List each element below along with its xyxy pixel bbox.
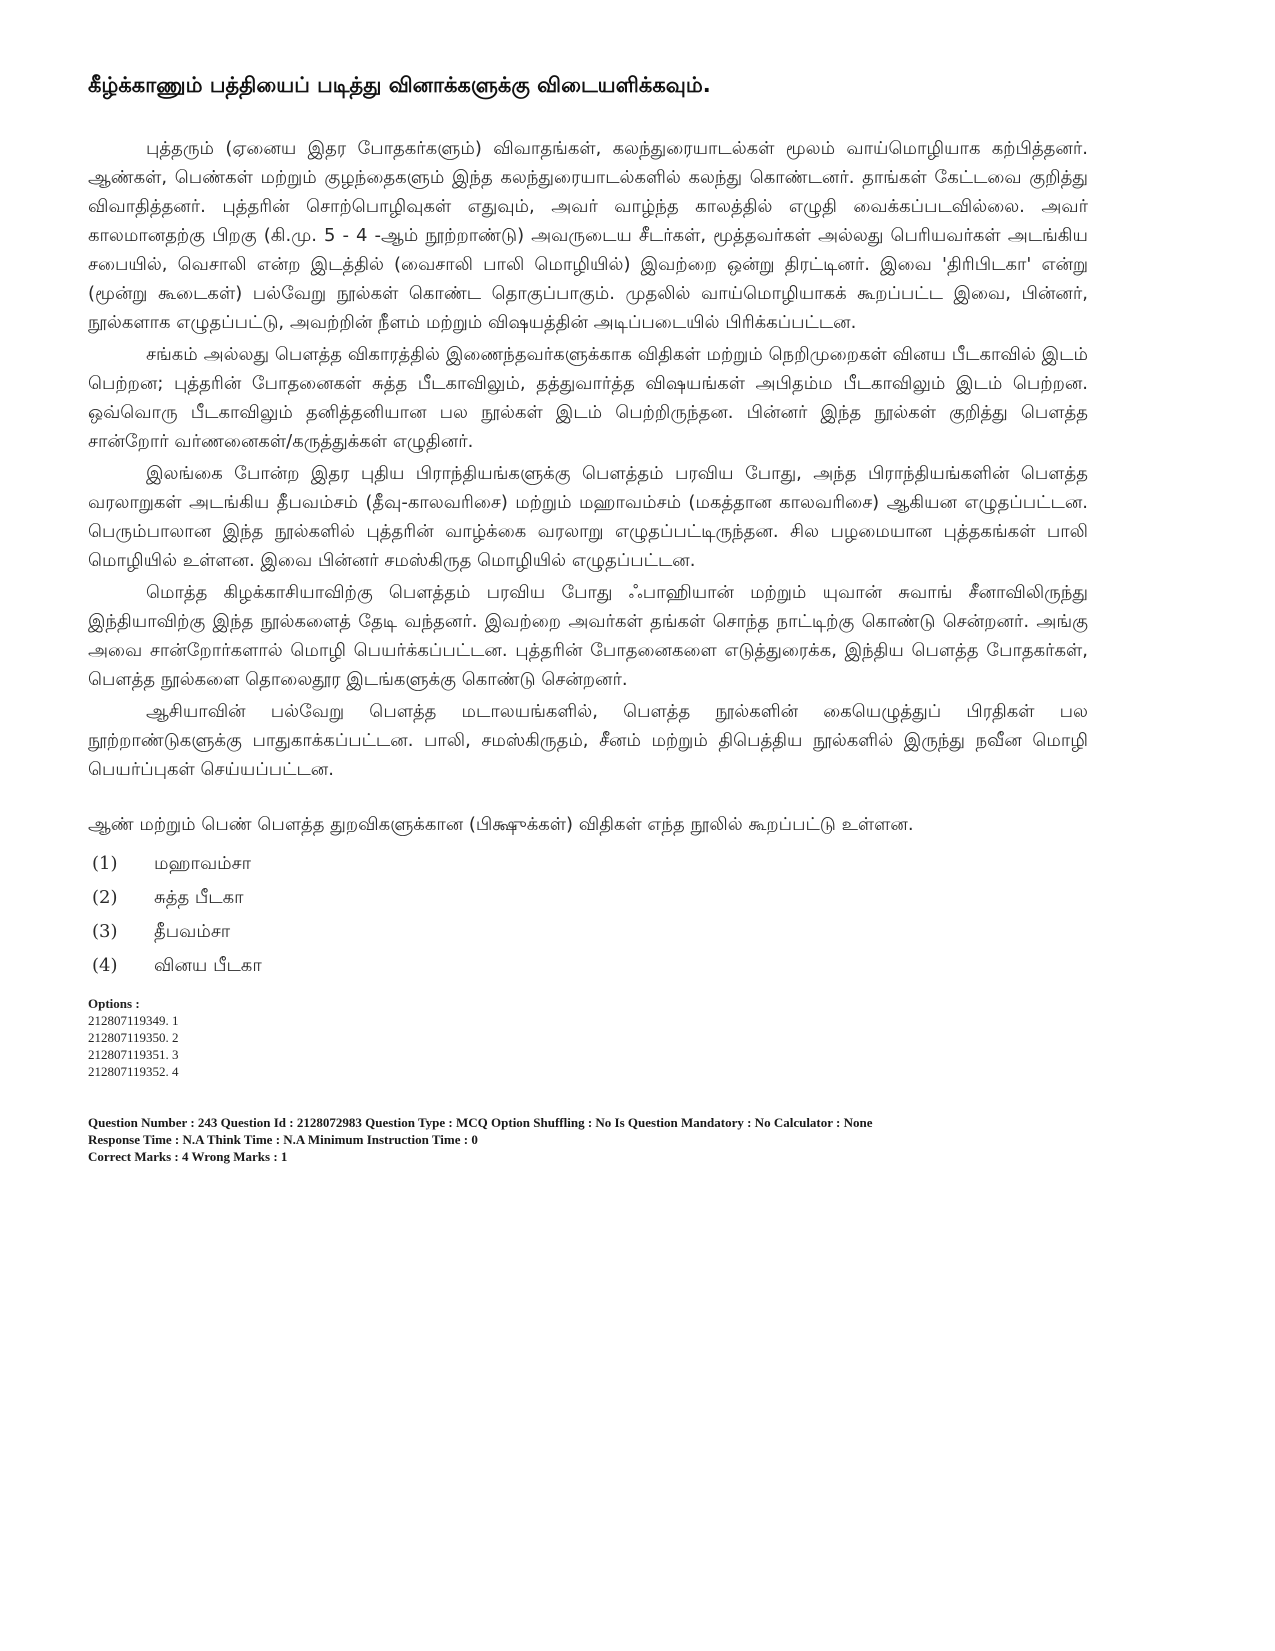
passage-paragraph: புத்தரும் (ஏனைய இதர போதகர்களும்) விவாதங்கள், கலந்துரையாடல்கள் மூலம் வாய்மொழியாக கற்பித்தனர். ஆண்கள், பெண்கள் மற்றும் குழந்தைகளும் இந்த கலந்துரையாடல்களில் கலந்து கொண்டனர். தாங்கள் கேட்டவை குறித்து விவாதித்தனர். புத்தரின் சொற்பொழிவுகள் எதுவும், அவர் வாழ்ந்த காலத்தில் எழுதி வைக்கப்படவில்லை. அவர் காலமானதற்கு பிறகு (கி.மு. 5 - 4 -ஆம் நூற்றாண்டு) அவருடைய சீடர்கள், மூத்தவர்கள் அல்லது பெரியவர்கள் அடங்கிய சபையில், வெசாலி என்ற இடத்தில் (வைசாலி பாலி மொழியில்) இவற்றை ஒன்று திரட்டினர். இவை 'திரிபிடகா' என்று (மூன்று கூடைகள்) பல்வேறு நூல்கள் கொண்ட தொகுப்பாகும். முதலில் வாய்மொழியாகக் கூறப்பட்ட இவை, பின்னர், நூல்களாக எழுதப்பட்டு, அவற்றின் நீளம் மற்றும் விஷயத்தின் அடிப்படையில் பிரிக்கப்பட்டன. (88, 138, 1088, 333)
option-id: 212807119349. 1 (88, 1013, 179, 1028)
choice-text: வினய பீடகா (154, 955, 262, 976)
answer-choice (88, 881, 1088, 915)
option-id: 212807119352. 4 (88, 1064, 179, 1079)
metadata-line: Question Number : 243 Question Id : 2128072983 Question Type : MCQ Option Shuffling : No Is Question Mandatory : No Calculator : None (88, 1115, 873, 1130)
passage (88, 134, 1088, 784)
answer-choices (88, 847, 1088, 983)
choice-number: (1) (92, 853, 118, 874)
choice-number: (3) (92, 921, 118, 942)
choice-number: (2) (92, 887, 118, 908)
option-id: 212807119350. 2 (88, 1030, 179, 1045)
passage-paragraph: மொத்த கிழக்காசியாவிற்கு பௌத்தம் பரவிய போது ஃபாஹியான் மற்றும் யுவான் சுவாங் சீனாவிலிருந்து இந்தியாவிற்கு இந்த நூல்களைத் தேடி வந்தனர். இவற்றை அவர்கள் தங்கள் சொந்த நாட்டிற்கு கொண்டு சென்றனர். அங்கு அவை சான்றோர்களால் மொழி பெயர்க்கப்பட்டன. புத்தரின் போதனைகளை எடுத்துரைக்க, இந்திய பௌத்த போதகர்கள், பௌத்த நூல்களை தொலைதூர இடங்களுக்கு கொண்டு சென்றனர். (88, 582, 1088, 690)
passage-paragraph: இலங்கை போன்ற இதர புதிய பிராந்தியங்களுக்கு பௌத்தம் பரவிய போது, அந்த பிராந்தியங்களின் பௌத்த வரலாறுகள் அடங்கிய தீபவம்சம் (தீவு-காலவரிசை) மற்றும் மஹாவம்சம் (மகத்தான காலவரிசை) ஆகியன எழுதப்பட்டன. பெரும்பாலான இந்த நூல்களில் புத்தரின் வாழ்க்கை வரலாறு எழுதப்பட்டிருந்தன. சில பழமையான புத்தகங்கள் பாலி மொழியில் உள்ளன. இவை பின்னர் சமஸ்கிருத மொழியில் எழுதப்பட்டன. (88, 463, 1088, 571)
answer-choice (88, 847, 1088, 881)
instruction-heading: கீழ்க்காணும் பத்தியைப் படித்து வினாக்களுக்கு விடையளிக்கவும். (88, 73, 711, 97)
option-id: 212807119351. 3 (88, 1047, 179, 1062)
question-text: ஆண் மற்றும் பெண் பௌத்த துறவிகளுக்கான (பிக்ஷுக்கள்) விதிகள் எந்த நூலில் கூறப்பட்டு உள்ளன. (88, 814, 914, 835)
option-ids (88, 995, 1088, 1080)
options-title: Options : (88, 996, 140, 1011)
passage-paragraph: சங்கம் அல்லது பௌத்த விகாரத்தில் இணைந்தவர்களுக்காக விதிகள் மற்றும் நெறிமுறைகள் வினய பீடகாவில் இடம் பெற்றன; புத்தரின் போதனைகள் சுத்த பீடகாவிலும், தத்துவார்த்த விஷயங்கள் அபிதம்ம பீடகாவிலும் இடம் பெற்றன. ஒவ்வொரு பீடகாவிலும் தனித்தனியான பல நூல்கள் இடம் பெற்றிருந்தன. பின்னர் இந்த நூல்கள் குறித்து பௌத்த சான்றோர் வர்ணனைகள்/கருத்துக்கள் எழுதினர். (88, 344, 1088, 452)
question-page (88, 70, 1088, 1165)
metadata-line: Response Time : N.A Think Time : N.A Minimum Instruction Time : 0 (88, 1132, 478, 1147)
passage-paragraph: ஆசியாவின் பல்வேறு பௌத்த மடாலயங்களில், பௌத்த நூல்களின் கையெழுத்துப் பிரதிகள் பல நூற்றாண்டுகளுக்கு பாதுகாக்கப்பட்டன. பாலி, சமஸ்கிருதம், சீனம் மற்றும் திபெத்திய நூல்களில் இருந்து நவீன மொழி பெயர்ப்புகள் செய்யப்பட்டன. (88, 701, 1088, 780)
choice-text: தீபவம்சா (154, 921, 231, 942)
answer-choice (88, 915, 1088, 949)
choice-text: சுத்த பீடகா (154, 887, 244, 908)
metadata-line: Correct Marks : 4 Wrong Marks : 1 (88, 1149, 288, 1164)
choice-number: (4) (92, 955, 118, 976)
choice-text: மஹாவம்சா (154, 853, 252, 874)
question-metadata (88, 1114, 1088, 1165)
answer-choice (88, 949, 1088, 983)
